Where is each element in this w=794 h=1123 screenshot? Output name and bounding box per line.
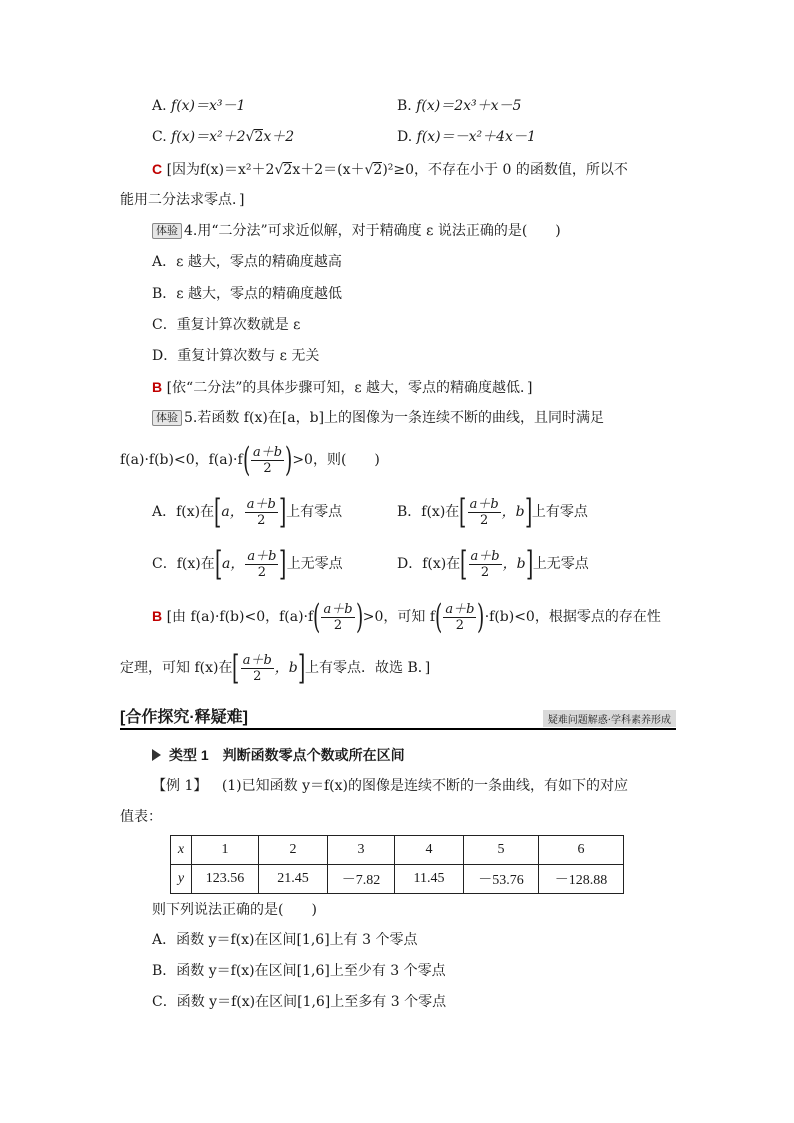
table-row-y	[171, 865, 624, 894]
q4-option-c: C．重复计算次数就是 ε	[152, 317, 301, 333]
table-cell: 6	[539, 836, 624, 865]
q5-stem: 体验 5.若函数 f(x)在[a，b]上的图像为一条连续不断的曲线，且同时满足	[152, 408, 604, 428]
q5-condition: f(a)·f(b)<0，f(a)·f( $\frac{a+b}{2}$ )>0，则( )	[120, 440, 380, 480]
q5-option-d: D．f(x)在[ $\frac{a+b}{2}$ ，b]上无零点	[397, 544, 589, 584]
q4-option-d: D．重复计算次数与 ε 无关	[152, 348, 320, 364]
example1-option-b: B．函数 y＝f(x)在区间[1,6]上至少有 3 个零点	[152, 963, 446, 979]
table-cell: 4	[395, 836, 464, 865]
q5-answer: B	[152, 608, 163, 624]
table-cell: 11.45	[395, 865, 464, 894]
table-header-x: x	[171, 836, 192, 865]
q3-option-b: B. f(x)＝2x³＋x－5	[397, 98, 522, 114]
q4-stem: 体验 4.用“二分法”可求近似解，对于精确度 ε 说法正确的是( )	[152, 221, 561, 241]
q3-answer: C	[152, 161, 163, 177]
example1-stem-cont: 值表：	[120, 809, 162, 825]
q4-tag: 体验	[152, 223, 182, 239]
q5-tag: 体验	[152, 410, 182, 426]
q4-explanation: B [依“二分法”的具体步骤可知，ε 越大，零点的精确度越低．]	[152, 379, 533, 396]
q3-option-c: C. f(x)＝x²＋2√2x＋2	[152, 129, 295, 145]
q4-option-a: A．ε 越大，零点的精确度越高	[152, 254, 342, 270]
q4-option-b: B．ε 越大，零点的精确度越低	[152, 286, 342, 302]
q5-option-a: A．f(x)在[a， $\frac{a+b}{2}$ ]上有零点	[152, 492, 343, 532]
table-cell: －7.82	[328, 865, 395, 894]
table-cell: 123.56	[192, 865, 259, 894]
play-triangle-icon	[152, 749, 161, 761]
section-title: [合作探究·释疑难]	[120, 709, 248, 726]
table-cell: －53.76	[464, 865, 539, 894]
q5-explanation: B [由 f(a)·f(b)<0，f(a)·f( $\frac{a+b}{2}$ )>0，可知 f( $\frac{a+b}{2}$ )·f(b)<0，根据零点的存在性	[152, 597, 661, 637]
table-cell: 3	[328, 836, 395, 865]
example1-stem: 【例 1】 (1)已知函数 y＝f(x)的图像是连续不断的一条曲线，有如下的对应	[152, 778, 629, 794]
q5-explanation-cont: 定理，可知 f(x)在[ $\frac{a+b}{2}$ ，b]上有零点．故选 B．]	[120, 648, 431, 688]
q3-explanation: C [因为f(x)＝x²＋2√2x＋2＝(x＋√2)²≥0，不存在小于 0 的函数值，所以不	[152, 161, 628, 178]
example1-question: 则下列说法正确的是( )	[152, 902, 317, 918]
value-table	[170, 835, 624, 894]
example1-label: 【例 1】	[152, 778, 208, 794]
table-cell: 21.45	[259, 865, 328, 894]
table-row-x	[171, 836, 624, 865]
table-cell: 1	[192, 836, 259, 865]
section-header	[120, 704, 676, 730]
q5-option-c: C．f(x)在[a， $\frac{a+b}{2}$ ]上无零点	[152, 544, 343, 584]
table-cell: 5	[464, 836, 539, 865]
q5-option-b: B．f(x)在[ $\frac{a+b}{2}$ ，b]上有零点	[397, 492, 588, 532]
type1-heading: 类型 1 判断函数零点个数或所在区间	[152, 745, 405, 765]
table-header-y: y	[171, 865, 192, 894]
q3-option-d: D. f(x)＝－x²＋4x－1	[397, 129, 536, 145]
example1-option-a: A．函数 y＝f(x)在区间[1,6]上有 3 个零点	[152, 932, 418, 948]
section-subtitle: 疑难问题解惑·学科素养形成	[543, 710, 676, 727]
q3-option-a: A. f(x)＝x³－1	[152, 98, 246, 114]
q3-explanation-cont: 能用二分法求零点．]	[120, 192, 245, 208]
table-cell: －128.88	[539, 865, 624, 894]
table-cell: 2	[259, 836, 328, 865]
q4-answer: B	[152, 379, 163, 395]
example1-option-c: C．函数 y＝f(x)在区间[1,6]上至多有 3 个零点	[152, 994, 447, 1010]
